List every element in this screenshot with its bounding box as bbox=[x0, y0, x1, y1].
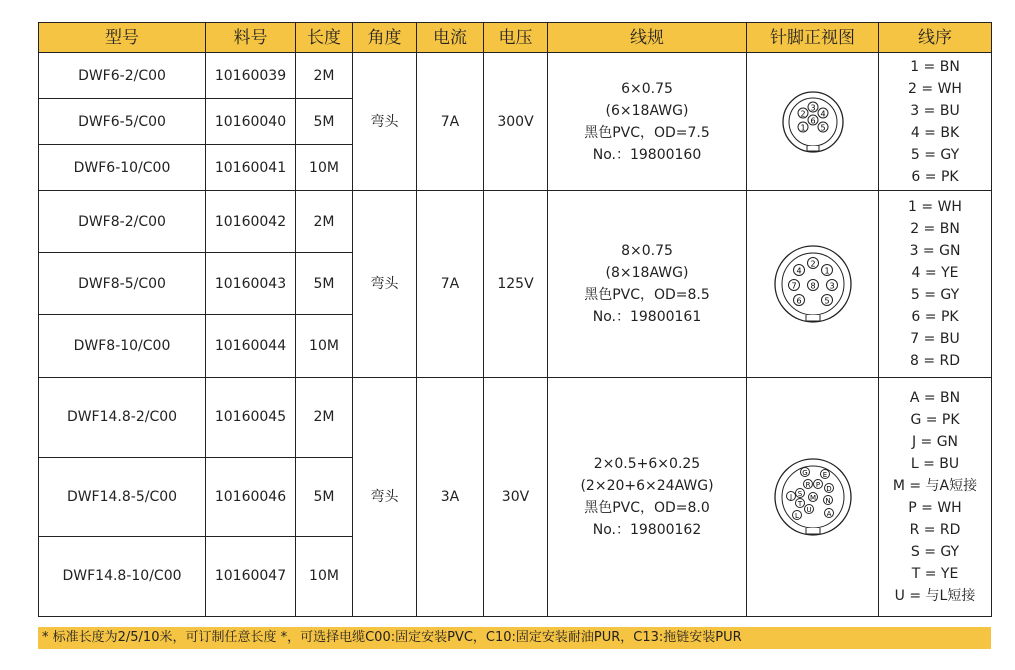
length-cell: 2M bbox=[296, 191, 353, 253]
svg-text:3: 3 bbox=[828, 281, 835, 291]
wire-spec-line: (6×18AWG) bbox=[605, 102, 689, 119]
svg-text:N: N bbox=[824, 496, 831, 505]
length-cell: 5M bbox=[296, 99, 353, 145]
header-length: 长度 bbox=[296, 23, 353, 53]
pin bbox=[826, 279, 837, 290]
length-cell: 10M bbox=[296, 315, 353, 377]
header-pin-front-view: 针脚正视图 bbox=[747, 23, 879, 53]
pin bbox=[804, 504, 813, 514]
pin bbox=[807, 279, 818, 290]
wire-spec-cell bbox=[548, 191, 747, 377]
pin bbox=[823, 495, 832, 505]
wire-spec-line: 黑色PVC，OD=7.5 bbox=[584, 124, 710, 141]
part-cell: 10160041 bbox=[206, 145, 296, 191]
svg-text:1: 1 bbox=[823, 266, 830, 276]
wire-spec-cell bbox=[548, 377, 747, 616]
model-cell: DWF14.8-5/C00 bbox=[39, 457, 206, 536]
svg-text:A: A bbox=[826, 509, 831, 518]
wire-spec-line: 黑色PVC，OD=8.5 bbox=[584, 286, 710, 303]
table-row bbox=[39, 191, 992, 253]
svg-text:G: G bbox=[801, 468, 808, 477]
header-wiring-order: 线序 bbox=[879, 23, 992, 53]
pin-diagram-8 bbox=[771, 242, 855, 326]
part-cell: 10160043 bbox=[206, 253, 296, 315]
pin bbox=[786, 491, 795, 501]
wiring-line: S = GY bbox=[910, 543, 960, 560]
pin bbox=[821, 264, 832, 275]
wire-spec-line: 8×0.75 bbox=[621, 242, 673, 259]
svg-text:2: 2 bbox=[809, 259, 816, 269]
pin bbox=[813, 479, 822, 489]
wire-spec-line: (8×18AWG) bbox=[605, 264, 689, 281]
svg-text:4: 4 bbox=[795, 266, 802, 276]
wiring-cell bbox=[879, 191, 992, 377]
wiring-line: R = RD bbox=[909, 521, 961, 538]
pin bbox=[795, 498, 804, 508]
pin bbox=[807, 257, 818, 268]
svg-text:J: J bbox=[789, 492, 792, 501]
wiring-line: 4 = BK bbox=[910, 124, 960, 141]
svg-text:3: 3 bbox=[809, 103, 816, 113]
svg-text:1: 1 bbox=[799, 123, 806, 133]
wiring-line: 1 = BN bbox=[910, 58, 960, 75]
wiring-line: M = 与A短接 bbox=[892, 477, 978, 494]
voltage-cell: 300V bbox=[484, 53, 548, 191]
header-angle: 角度 bbox=[353, 23, 417, 53]
pin bbox=[821, 294, 832, 305]
model-cell: DWF6-5/C00 bbox=[39, 99, 206, 145]
svg-text:S: S bbox=[797, 489, 802, 498]
connector-key bbox=[806, 315, 820, 321]
table-row bbox=[39, 53, 992, 99]
wiring-line: G = PK bbox=[910, 411, 960, 428]
svg-text:5: 5 bbox=[823, 296, 830, 306]
svg-text:L: L bbox=[794, 511, 799, 520]
wiring-line: 6 = PK bbox=[911, 308, 959, 325]
length-cell: 5M bbox=[296, 253, 353, 315]
svg-text:6: 6 bbox=[809, 116, 816, 126]
wiring-line: 8 = RD bbox=[909, 352, 961, 369]
pin bbox=[788, 279, 799, 290]
wire-spec-line: No.：19800161 bbox=[592, 308, 702, 325]
pin bbox=[824, 483, 833, 493]
part-cell: 10160042 bbox=[206, 191, 296, 253]
pin bbox=[792, 510, 801, 520]
pin-diagram-cell bbox=[747, 377, 879, 616]
wiring-line: U = 与L短接 bbox=[894, 587, 976, 604]
svg-text:T: T bbox=[797, 499, 802, 508]
pin bbox=[793, 264, 804, 275]
wiring-line: 6 = PK bbox=[911, 168, 959, 185]
svg-text:5: 5 bbox=[819, 123, 826, 133]
svg-text:E: E bbox=[822, 470, 827, 479]
svg-text:M: M bbox=[809, 493, 816, 502]
connector-key bbox=[806, 528, 820, 534]
wiring-line: A = BN bbox=[909, 389, 961, 406]
wiring-line: 1 = WH bbox=[908, 198, 962, 215]
model-cell: DWF6-10/C00 bbox=[39, 145, 206, 191]
model-cell: DWF6-2/C00 bbox=[39, 53, 206, 99]
angle-cell: 弯头 bbox=[353, 191, 417, 377]
pin bbox=[820, 469, 829, 479]
current-cell: 3A bbox=[417, 377, 484, 616]
wire-spec-line: 6×0.75 bbox=[621, 80, 673, 97]
svg-text:R: R bbox=[805, 480, 810, 489]
voltage-cell: 30V bbox=[484, 377, 548, 616]
pin bbox=[808, 115, 818, 126]
wiring-line: J = GN bbox=[911, 433, 959, 450]
pin bbox=[798, 108, 808, 119]
part-cell: 10160045 bbox=[206, 377, 296, 457]
model-cell: DWF14.8-2/C00 bbox=[39, 377, 206, 457]
wiring-line: L = BU bbox=[910, 455, 960, 472]
svg-text:2: 2 bbox=[799, 109, 806, 119]
length-cell: 10M bbox=[296, 145, 353, 191]
length-cell: 2M bbox=[296, 377, 353, 457]
svg-text:D: D bbox=[825, 484, 832, 493]
pin bbox=[795, 488, 804, 498]
wiring-line: T = YE bbox=[911, 565, 959, 582]
connector-key bbox=[807, 146, 819, 151]
svg-text:U: U bbox=[805, 505, 812, 514]
wire-spec-line: No.：19800162 bbox=[592, 521, 702, 538]
svg-text:4: 4 bbox=[819, 109, 826, 119]
product-table bbox=[38, 22, 992, 617]
pin bbox=[800, 467, 809, 477]
length-cell: 5M bbox=[296, 457, 353, 536]
model-cell: DWF8-2/C00 bbox=[39, 191, 206, 253]
footnote: * 标准长度为2/5/10米，可订制任意长度 *，可选择电缆C00:固定安装PVC，C10:固定安装耐油PUR，C13:拖链安装PUR bbox=[38, 627, 991, 649]
pin-diagram-cell bbox=[747, 53, 879, 191]
model-cell: DWF8-5/C00 bbox=[39, 253, 206, 315]
wiring-line: 2 = BN bbox=[910, 220, 960, 237]
header-model: 型号 bbox=[39, 23, 206, 53]
wiring-line: 2 = WH bbox=[908, 80, 962, 97]
wiring-line: 4 = YE bbox=[911, 264, 959, 281]
part-cell: 10160046 bbox=[206, 457, 296, 536]
header-part-number: 料号 bbox=[206, 23, 296, 53]
svg-text:7: 7 bbox=[790, 281, 797, 291]
pin bbox=[818, 122, 828, 133]
wiring-line: 3 = BU bbox=[910, 102, 960, 119]
svg-text:6: 6 bbox=[795, 296, 802, 306]
model-cell: DWF14.8-10/C00 bbox=[39, 536, 206, 616]
length-cell: 10M bbox=[296, 536, 353, 616]
pin bbox=[803, 479, 812, 489]
wire-spec-line: (2×20+6×24AWG) bbox=[580, 477, 714, 494]
pin-diagram-6 bbox=[778, 87, 848, 157]
wiring-line: 5 = GY bbox=[910, 146, 960, 163]
pin bbox=[824, 508, 833, 518]
wiring-cell bbox=[879, 377, 992, 616]
part-cell: 10160047 bbox=[206, 536, 296, 616]
wiring-line: 7 = BU bbox=[910, 330, 960, 347]
voltage-cell: 125V bbox=[484, 191, 548, 377]
header-wire-gauge: 线规 bbox=[548, 23, 747, 53]
wiring-line: P = WH bbox=[908, 499, 962, 516]
part-cell: 10160044 bbox=[206, 315, 296, 377]
angle-cell: 弯头 bbox=[353, 53, 417, 191]
pin-diagram-14 bbox=[771, 455, 855, 539]
header-current: 电流 bbox=[417, 23, 484, 53]
wiring-cell bbox=[879, 53, 992, 191]
pin bbox=[808, 102, 818, 113]
wire-spec-line: No.：19800160 bbox=[592, 146, 702, 163]
header-voltage: 电压 bbox=[484, 23, 548, 53]
wire-spec-line: 黑色PVC，OD=8.0 bbox=[584, 499, 710, 516]
model-cell: DWF8-10/C00 bbox=[39, 315, 206, 377]
table-row bbox=[39, 377, 992, 457]
length-cell: 2M bbox=[296, 53, 353, 99]
wiring-line: 3 = GN bbox=[909, 242, 961, 259]
header-row bbox=[39, 23, 992, 53]
pin bbox=[798, 122, 808, 133]
part-cell: 10160040 bbox=[206, 99, 296, 145]
angle-cell: 弯头 bbox=[353, 377, 417, 616]
pin-diagram-cell bbox=[747, 191, 879, 377]
wire-spec-line: 2×0.5+6×0.25 bbox=[593, 455, 701, 472]
wiring-line: 5 = GY bbox=[910, 286, 960, 303]
part-cell: 10160039 bbox=[206, 53, 296, 99]
wire-spec-cell bbox=[548, 53, 747, 191]
current-cell: 7A bbox=[417, 191, 484, 377]
svg-text:8: 8 bbox=[809, 281, 816, 291]
current-cell: 7A bbox=[417, 53, 484, 191]
pin bbox=[808, 492, 817, 502]
pin bbox=[818, 108, 828, 119]
svg-text:P: P bbox=[815, 480, 820, 489]
pin bbox=[793, 294, 804, 305]
